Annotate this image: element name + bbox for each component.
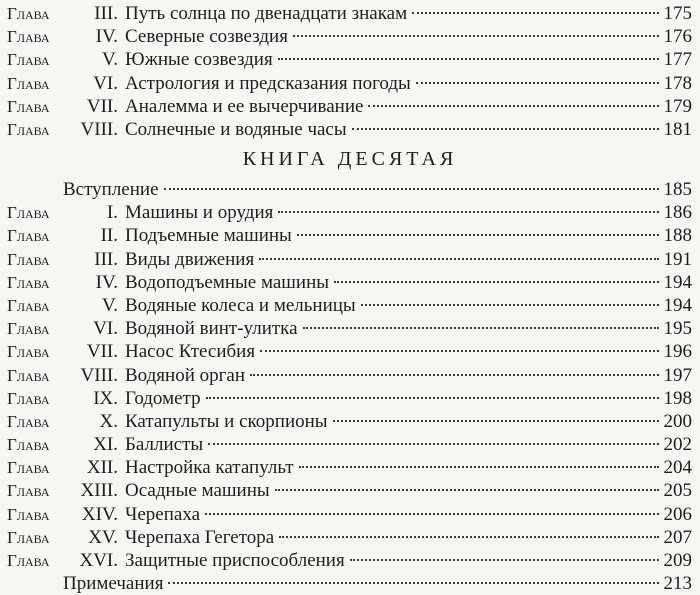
chapter-title: Годометр: [125, 387, 201, 409]
chapter-word: Глава: [7, 27, 50, 47]
chapter-title: Черепаха Гегетора: [125, 526, 275, 548]
toc-leader: [125, 340, 692, 363]
toc-leader: [63, 572, 692, 595]
dot-leader: [368, 104, 658, 107]
toc-entry[interactable]: [0, 95, 700, 118]
dot-leader: [334, 280, 658, 283]
chapter-word: Глава: [7, 342, 50, 362]
chapter-word: Глава: [7, 96, 50, 116]
page-number: 175: [663, 3, 692, 24]
dot-leader: [260, 349, 658, 352]
toc-entry[interactable]: [0, 456, 700, 479]
toc-leader: [63, 178, 692, 201]
toc-entry[interactable]: [0, 410, 700, 433]
chapter-numeral: XVI.: [79, 550, 118, 571]
toc-leader: [125, 25, 692, 48]
page-number: 207: [663, 526, 692, 548]
dot-leader: [297, 233, 659, 236]
chapter-title: Водяные колеса и мельницы: [125, 294, 356, 316]
chapter-title: Черепаха: [125, 503, 200, 525]
chapter-word: Глава: [7, 435, 50, 455]
page-number: 198: [663, 387, 692, 409]
chapter-word: Глава: [7, 119, 50, 139]
chapter-title: Южные созвездия: [125, 49, 273, 71]
toc-entry[interactable]: [0, 72, 700, 95]
chapter-word: Глава: [7, 295, 50, 315]
chapter-numeral: X.: [99, 410, 118, 432]
page-number: 186: [663, 202, 692, 224]
toc-entry[interactable]: [0, 549, 700, 572]
chapter-title: Защитные приспособления: [125, 550, 345, 571]
chapter-word: Глава: [7, 458, 50, 478]
dot-leader: [250, 373, 658, 376]
dot-leader: [208, 442, 658, 445]
toc-leader: [125, 364, 692, 387]
toc-entry[interactable]: [0, 503, 700, 526]
chapter-word: Глава: [7, 249, 50, 269]
toc-entry[interactable]: [0, 479, 700, 502]
toc-entry-notes[interactable]: [0, 572, 700, 595]
chapter-word: Глава: [7, 481, 50, 501]
chapter-word: Глава: [7, 73, 50, 93]
chapter-numeral: IV.: [95, 26, 118, 48]
toc-leader: [125, 387, 692, 410]
toc-entry[interactable]: [0, 387, 700, 410]
toc-entry[interactable]: [0, 248, 700, 271]
chapter-numeral: I.: [106, 202, 118, 224]
toc-entry[interactable]: [0, 526, 700, 549]
dot-leader: [333, 419, 659, 422]
chapter-numeral: V.: [101, 294, 118, 316]
page-number: 177: [663, 49, 692, 71]
toc-leader: [125, 456, 692, 479]
page-number: 196: [663, 341, 692, 363]
page-number: 209: [663, 550, 692, 571]
dot-leader: [350, 558, 659, 561]
toc-leader: [125, 479, 692, 502]
toc-entry[interactable]: [0, 364, 700, 387]
chapter-title: Водяной винт-улитка: [125, 318, 298, 340]
toc-entry[interactable]: [0, 294, 700, 317]
page-number: 197: [663, 364, 692, 386]
page-number: 194: [663, 271, 692, 293]
toc-entry[interactable]: [0, 271, 700, 294]
dot-leader: [279, 535, 658, 538]
chapter-title: Баллисты: [125, 434, 204, 456]
toc-leader: [125, 271, 692, 294]
page-number: 194: [663, 294, 692, 316]
chapter-numeral: XV.: [88, 526, 118, 548]
page-number: 200: [663, 410, 692, 432]
chapter-title: Водяной орган: [125, 364, 246, 386]
toc-section-book-ten: [0, 178, 700, 595]
chapter-word: Глава: [7, 504, 50, 524]
chapter-numeral: III.: [94, 3, 118, 24]
chapter-numeral: VII.: [86, 95, 118, 117]
chapter-numeral: V.: [101, 49, 118, 71]
dot-leader: [205, 512, 659, 515]
toc-leader: [125, 248, 692, 271]
page-number: 205: [663, 480, 692, 502]
toc-entry[interactable]: [0, 25, 700, 48]
chapter-numeral: VI.: [93, 72, 118, 94]
chapter-word: Глава: [7, 203, 50, 223]
chapter-title: Водоподъемные машины: [125, 271, 330, 293]
chapter-numeral: III.: [94, 248, 118, 270]
dot-leader: [293, 34, 659, 37]
toc-entry[interactable]: [0, 48, 700, 71]
chapter-title: Путь солнца по двенадцати знакам: [125, 3, 408, 24]
toc-leader: [125, 201, 692, 224]
page-number: 206: [663, 503, 692, 525]
toc-leader: [125, 410, 692, 433]
toc-section-book-nine-end: [0, 2, 700, 141]
chapter-word: Глава: [7, 319, 50, 339]
chapter-title: Машины и орудия: [125, 202, 274, 224]
toc-entry[interactable]: [0, 433, 700, 456]
toc-leader: [125, 72, 692, 95]
chapter-title: Насос Ктесибия: [125, 341, 256, 363]
chapter-numeral: XIV.: [81, 503, 118, 525]
toc-entry[interactable]: [0, 2, 700, 25]
chapter-word: Глава: [7, 4, 50, 23]
page-number: 204: [663, 457, 692, 479]
page-number: 185: [663, 179, 692, 200]
chapter-word: Глава: [7, 527, 50, 547]
chapter-numeral: XIII.: [80, 480, 118, 502]
page-number: 188: [663, 225, 692, 247]
dot-leader: [303, 326, 659, 329]
page-number: 179: [663, 95, 692, 117]
dot-leader: [275, 488, 659, 491]
dot-leader: [361, 303, 659, 306]
notes-title: Примечания: [63, 573, 164, 595]
toc-entry[interactable]: [0, 118, 700, 141]
page-number: 191: [663, 248, 692, 270]
chapter-numeral: IX.: [93, 387, 118, 409]
chapter-word: Глава: [7, 388, 50, 408]
chapter-title: Катапульты и скорпионы: [125, 410, 328, 432]
toc-leader: [125, 526, 692, 549]
page-number: 202: [663, 434, 692, 456]
chapter-numeral: XI.: [93, 434, 118, 456]
page-number: 195: [663, 318, 692, 340]
chapter-word: Глава: [7, 272, 50, 292]
chapter-word: Глава: [7, 226, 50, 246]
chapter-title: Осадные машины: [125, 480, 270, 502]
chapter-title: Солнечные и водяные часы: [125, 118, 347, 140]
dot-leader: [206, 396, 659, 399]
dot-leader: [164, 187, 659, 190]
toc-leader: [125, 2, 692, 25]
chapter-numeral: VI.: [93, 318, 118, 340]
toc-entry[interactable]: [0, 201, 700, 224]
chapter-numeral: II.: [100, 225, 118, 247]
chapter-numeral: VIII.: [80, 118, 118, 140]
chapter-numeral: IV.: [95, 271, 118, 293]
chapter-numeral: VII.: [86, 341, 118, 363]
chapter-word: Глава: [7, 50, 50, 70]
toc-leader: [125, 118, 692, 141]
chapter-title: Подъемные машины: [125, 225, 292, 247]
toc-leader: [125, 503, 692, 526]
chapter-title: Северные созвездия: [125, 26, 288, 48]
toc-leader: [125, 294, 692, 317]
toc-leader: [125, 317, 692, 340]
dot-leader: [168, 581, 658, 584]
chapter-title: Виды движения: [125, 248, 255, 270]
dot-leader: [352, 127, 659, 130]
page-number: 213: [663, 573, 692, 595]
dot-leader: [278, 210, 658, 213]
chapter-title: Астрология и предсказания погоды: [125, 72, 411, 94]
toc-entry[interactable]: [0, 340, 700, 363]
page-number: 178: [663, 72, 692, 94]
chapter-word: Глава: [7, 365, 50, 385]
toc-entry[interactable]: [0, 224, 700, 247]
dot-leader: [278, 57, 659, 60]
chapter-title: Аналемма и ее вычерчивание: [125, 95, 364, 117]
chapter-word: Глава: [7, 411, 50, 431]
chapter-word: Глава: [7, 551, 50, 570]
dot-leader: [416, 81, 659, 84]
dot-leader: [259, 257, 658, 260]
toc-leader: [125, 433, 692, 456]
page-number: 181: [663, 118, 692, 140]
dot-leader: [412, 11, 658, 14]
toc-leader: [125, 95, 692, 118]
toc-entry[interactable]: [0, 317, 700, 340]
chapter-title: Настройка катапульт: [125, 457, 294, 479]
page-number: 176: [663, 26, 692, 48]
toc-leader: [125, 224, 692, 247]
toc-entry-intro[interactable]: [0, 178, 700, 201]
dot-leader: [299, 465, 659, 468]
toc-leader: [125, 48, 692, 71]
chapter-numeral: XII.: [86, 457, 118, 479]
chapter-numeral: VIII.: [80, 364, 118, 386]
book-heading: КНИГА ДЕСЯТАЯ: [242, 148, 458, 170]
toc-leader: [125, 549, 692, 572]
intro-title: Вступление: [63, 179, 159, 200]
